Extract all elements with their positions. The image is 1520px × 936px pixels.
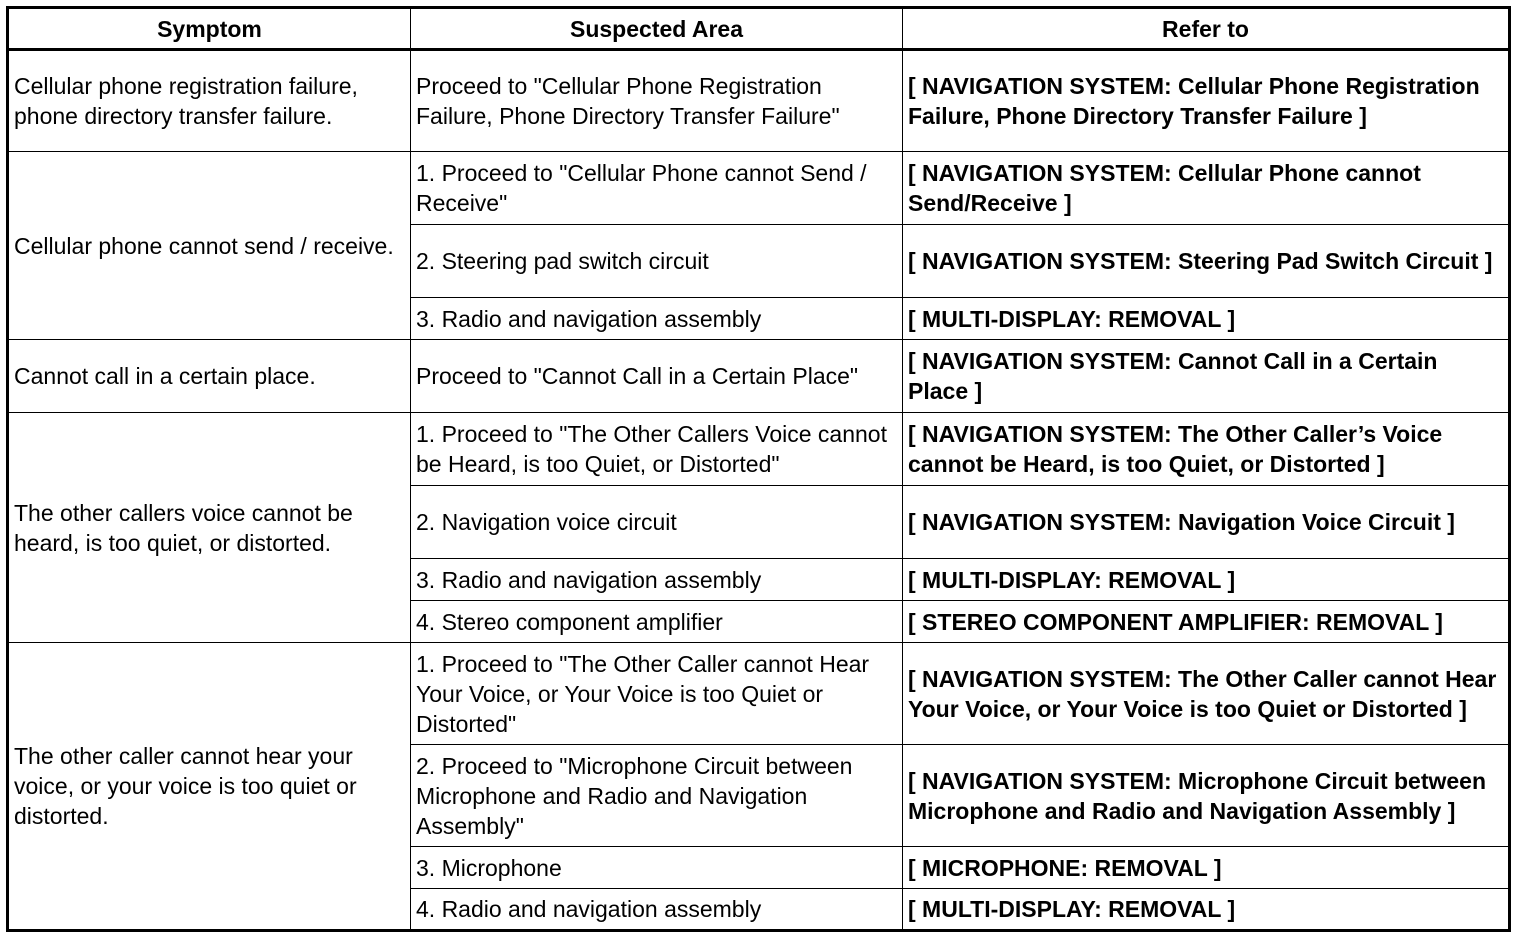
symptom-cell: The other callers voice cannot be heard, is too quiet, or distorted. xyxy=(8,413,411,643)
refer-to-link[interactable]: [ NAVIGATION SYSTEM: Navigation Voice Circuit ] xyxy=(903,486,1510,559)
refer-to-link[interactable]: [ MULTI-DISPLAY: REMOVAL ] xyxy=(903,559,1510,601)
header-suspected-area: Suspected Area xyxy=(411,8,903,50)
refer-to-link[interactable]: [ STEREO COMPONENT AMPLIFIER: REMOVAL ] xyxy=(903,601,1510,643)
table-row xyxy=(8,340,1510,413)
suspected-area-cell: 1. Proceed to "Cellular Phone cannot Send / Receive" xyxy=(411,152,903,225)
header-refer-to: Refer to xyxy=(903,8,1510,50)
table-row xyxy=(8,50,1510,152)
suspected-area-cell: Proceed to "Cellular Phone Registration Failure, Phone Directory Transfer Failure" xyxy=(411,50,903,152)
suspected-area-cell: 2. Proceed to "Microphone Circuit between Microphone and Radio and Navigation Assembly" xyxy=(411,745,903,847)
refer-to-link[interactable]: [ NAVIGATION SYSTEM: Steering Pad Switch Circuit ] xyxy=(903,225,1510,298)
refer-to-link[interactable]: [ NAVIGATION SYSTEM: Microphone Circuit between Microphone and Radio and Navigation Assembly ] xyxy=(903,745,1510,847)
refer-to-link[interactable]: [ NAVIGATION SYSTEM: Cannot Call in a Certain Place ] xyxy=(903,340,1510,413)
symptom-cell: The other caller cannot hear your voice, or your voice is too quiet or distorted. xyxy=(8,643,411,931)
refer-to-link[interactable]: [ MULTI-DISPLAY: REMOVAL ] xyxy=(903,889,1510,931)
suspected-area-cell: 1. Proceed to "The Other Caller cannot Hear Your Voice, or Your Voice is too Quiet or Distorted" xyxy=(411,643,903,745)
refer-to-link[interactable]: [ NAVIGATION SYSTEM: Cellular Phone cannot Send/Receive ] xyxy=(903,152,1510,225)
symptom-cell: Cellular phone cannot send / receive. xyxy=(8,152,411,340)
table-row xyxy=(8,413,1510,486)
suspected-area-cell: 3. Radio and navigation assembly xyxy=(411,559,903,601)
refer-to-link[interactable]: [ NAVIGATION SYSTEM: The Other Caller’s Voice cannot be Heard, is too Quiet, or Distorted ] xyxy=(903,413,1510,486)
table-row xyxy=(8,152,1510,225)
suspected-area-cell: 3. Microphone xyxy=(411,847,903,889)
header-symptom: Symptom xyxy=(8,8,411,50)
suspected-area-cell: 2. Steering pad switch circuit xyxy=(411,225,903,298)
table-row xyxy=(8,643,1510,745)
suspected-area-cell: 4. Radio and navigation assembly xyxy=(411,889,903,931)
suspected-area-cell: Proceed to "Cannot Call in a Certain Place" xyxy=(411,340,903,413)
diagnosis-table-container xyxy=(6,6,1511,932)
symptom-cell: Cellular phone registration failure, phone directory transfer failure. xyxy=(8,50,411,152)
suspected-area-cell: 2. Navigation voice circuit xyxy=(411,486,903,559)
suspected-area-cell: 3. Radio and navigation assembly xyxy=(411,298,903,340)
header-row xyxy=(8,8,1510,50)
refer-to-link[interactable]: [ NAVIGATION SYSTEM: The Other Caller cannot Hear Your Voice, or Your Voice is too Quiet or Distorted ] xyxy=(903,643,1510,745)
symptom-cell: Cannot call in a certain place. xyxy=(8,340,411,413)
suspected-area-cell: 4. Stereo component amplifier xyxy=(411,601,903,643)
refer-to-link[interactable]: [ NAVIGATION SYSTEM: Cellular Phone Registration Failure, Phone Directory Transfer Failure ] xyxy=(903,50,1510,152)
suspected-area-cell: 1. Proceed to "The Other Callers Voice cannot be Heard, is too Quiet, or Distorted" xyxy=(411,413,903,486)
refer-to-link[interactable]: [ MICROPHONE: REMOVAL ] xyxy=(903,847,1510,889)
refer-to-link[interactable]: [ MULTI-DISPLAY: REMOVAL ] xyxy=(903,298,1510,340)
diagnosis-table xyxy=(6,6,1511,932)
